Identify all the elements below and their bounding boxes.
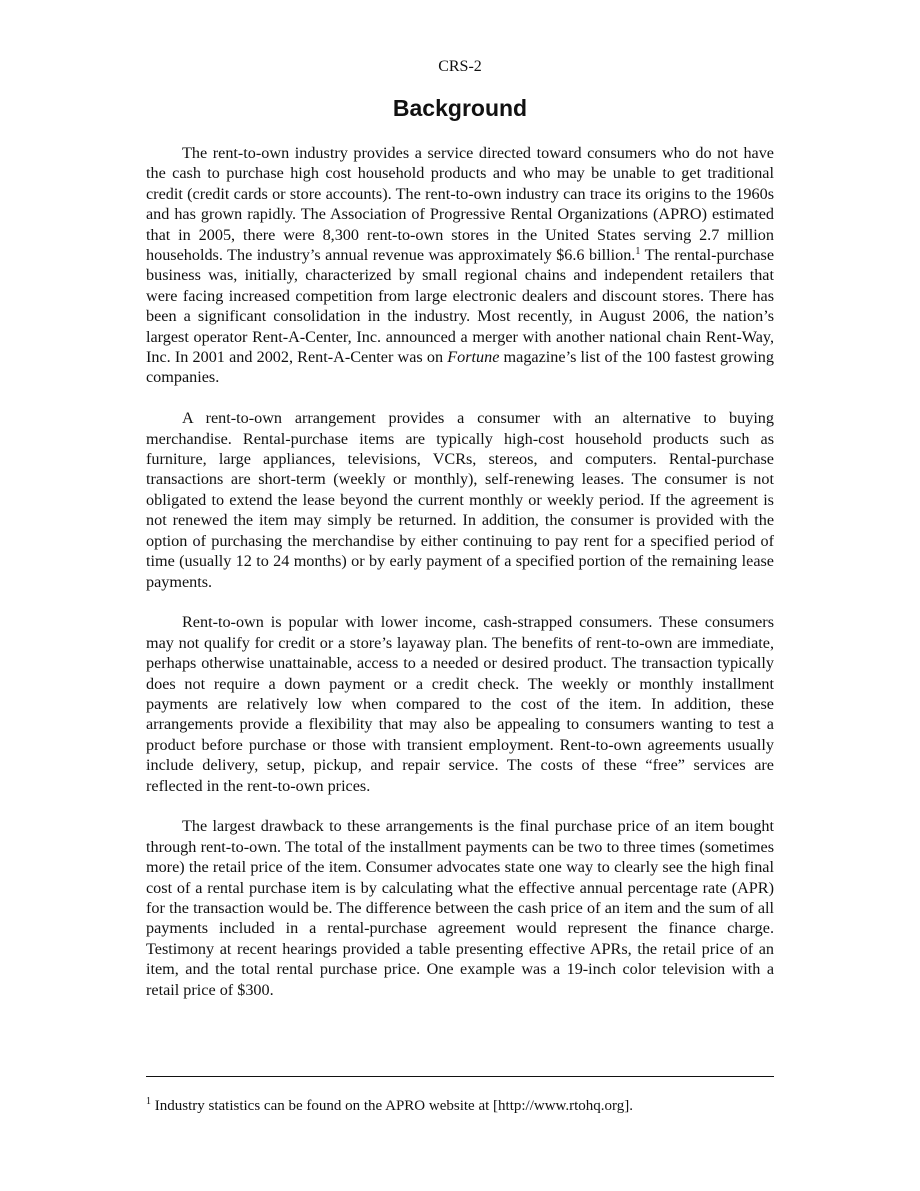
page-header: CRS-2 (438, 58, 482, 75)
paragraph-1-text-c: magazine’s list of the 100 fastest growing companies. (146, 348, 774, 387)
paragraph-industry-overview (146, 143, 774, 388)
section-title: Background (392, 95, 528, 121)
paragraph-arrangement: A rent-to-own arrangement provides a consumer with an alternative to buying merchandise. Rental-purchase items are typically high-cost household products such as furniture, large appliances, televisions, VCRs, stereos, and computers. Rental-purchase transactions are short-term (weekly or monthly), self-renewing leases. The consumer is not obligated to extend the lease beyond the current monthly or weekly period. If the agreement is not renewed the item may simply be returned. In addition, the consumer is provided with the option of purchasing the merchandise by either continuing to pay rent for a specified period of time (usually 12 to 24 months) or by early payment of a specified portion of the remaining lease payments. (146, 409, 774, 591)
footnote-divider (146, 1076, 774, 1077)
body-text (146, 143, 774, 1020)
footnote-text: Industry statistics can be found on the APRO website at [http://www.rtohq.org]. (151, 1098, 634, 1114)
paragraph-popularity: Rent-to-own is popular with lower income, cash-strapped consumers. These consumers may not qualify for credit or a store’s layaway plan. The benefits of rent-to-own are immediate, perhaps otherwise unattainable, access to a needed or desired product. The transaction typically does not require a down payment or a credit check. The weekly or monthly installment payments are relatively low when compared to the cost of the item. In addition, these arrangements provide a flexibility that may also be appealing to consumers wanting to test a product before purchase or those with transient employment. Rent-to-own agreements usually include delivery, setup, pickup, and repair service. The costs of these “free” services are reflected in the rent-to-own prices. (146, 613, 774, 795)
footnote-marker: 1 (146, 1096, 151, 1107)
paragraph-1-text-a: The rent-to-own industry provides a service directed toward consumers who do not have the cash to purchase high cost household products and who may be unable to get traditional credit (credit cards or store accounts). The rent-to-own industry can trace its origins to the 1960s and has grown rapidly. The Association of Progressive Rental Organizations (APRO) estimated that in 2005, there were 8,300 rent-to-own stores in the United States serving 2.7 million households. The industry’s annual revenue was approximately $6.6 billion. (146, 144, 774, 265)
paragraph-drawback: The largest drawback to these arrangements is the final purchase price of an item bought through rent-to-own. The total of the installment payments can be two to three times (sometimes more) the retail price of the item. Consumer advocates state one way to clearly see the high final cost of a rental purchase item is by calculating what the effective annual percentage rate (APR) for the transaction would be. The difference between the cash price of an item and the sum of all payments included in a rental-purchase agreement would represent the finance charge. Testimony at recent hearings provided a table presenting effective APRs, the retail price of an item, and the total rental purchase price. One example was a 19-inch color television with a retail price of $300. (146, 817, 774, 999)
footnote (146, 1096, 774, 1116)
paragraph-1-text-b: The rental-purchase business was, initially, characterized by small regional chains and independent retailers that were facing increased competition from large electronic dealers and discount stores. There has been a significant consolidation in the industry. Most recently, in August 2006, the nation’s largest operator Rent-A-Center, Inc. announced a merger with another national chain Rent-Way, Inc. In 2001 and 2002, Rent-A-Center was on (146, 246, 775, 367)
footnote-reference: 1 (635, 246, 641, 258)
fortune-magazine-title: Fortune (447, 348, 500, 367)
